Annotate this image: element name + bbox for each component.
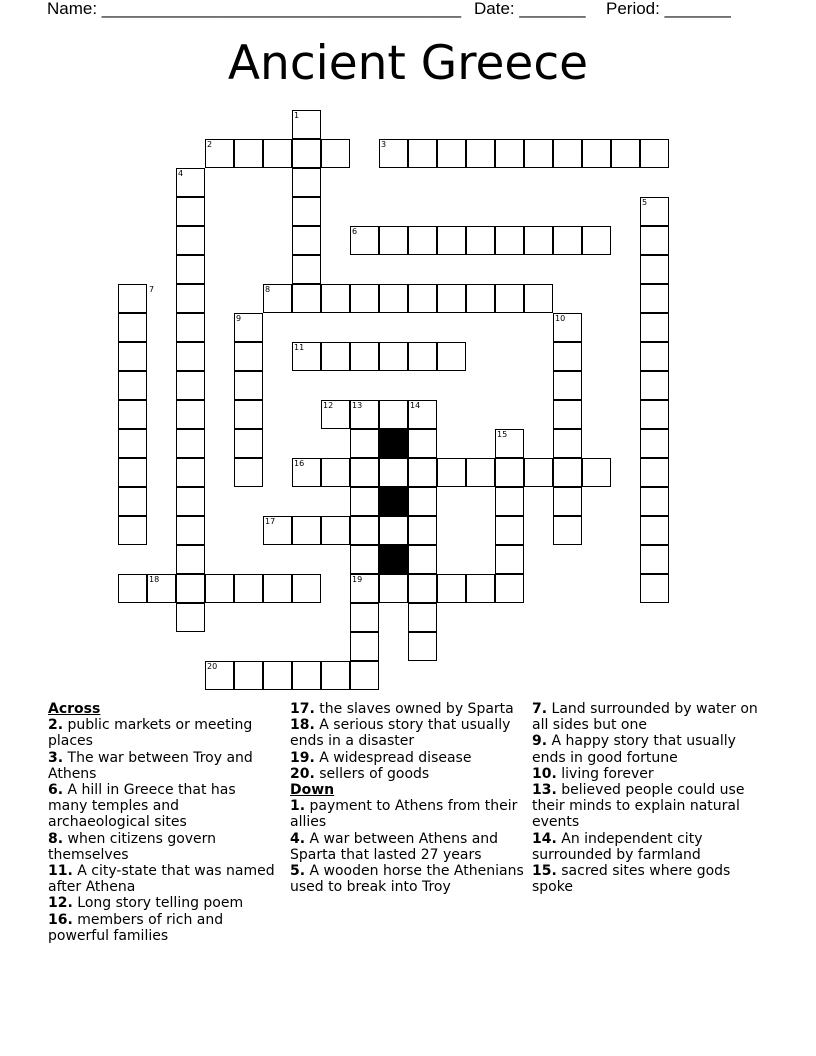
grid-cell[interactable] [118, 516, 147, 545]
grid-cell[interactable] [234, 342, 263, 371]
down-clue [532, 766, 772, 782]
across-heading: Across [48, 701, 101, 717]
clue-text: A wooden horse the Athenians used to break into Troy [290, 863, 524, 896]
down-clue [532, 733, 772, 765]
clue-text: Land surrounded by water on all sides but one [532, 701, 758, 734]
cell-number: 5 [642, 198, 648, 207]
grid-cell[interactable] [234, 458, 263, 487]
across-clue [48, 863, 278, 895]
clue-text: members of rich and powerful families [48, 911, 224, 944]
clue-number: 1. [290, 798, 306, 815]
grid-cell[interactable] [437, 458, 466, 487]
across-clue [48, 895, 278, 911]
grid-cell[interactable] [205, 574, 234, 603]
clue-text: living forever [561, 765, 654, 782]
grid-cell[interactable] [321, 139, 350, 168]
grid-cell[interactable] [524, 458, 553, 487]
clue-column-1 [48, 701, 278, 944]
grid-cell[interactable] [379, 226, 408, 255]
clue-number: 16. [48, 911, 73, 928]
grid-cell[interactable] [176, 574, 205, 603]
clue-text: A hill in Greece that has many temples and archaeological sites [48, 782, 236, 831]
grid-cell[interactable] [234, 400, 263, 429]
grid-cell[interactable] [176, 255, 205, 284]
grid-cell[interactable] [350, 661, 379, 690]
grid-cell[interactable] [582, 458, 611, 487]
cell-number: 18 [149, 575, 160, 584]
grid-cell[interactable] [553, 371, 582, 400]
grid-cell[interactable] [640, 400, 669, 429]
cell-number: 10 [555, 314, 566, 323]
grid-cell[interactable] [176, 516, 205, 545]
grid-cell[interactable] [437, 226, 466, 255]
grid-cell[interactable] [524, 139, 553, 168]
cell-number: 3 [381, 140, 387, 149]
clue-number: 10. [532, 765, 557, 782]
grid-cell[interactable] [176, 284, 205, 313]
clue-number: 20. [290, 765, 315, 782]
cell-number: 13 [352, 401, 363, 410]
clue-text: payment to Athens from their allies [290, 798, 518, 831]
clue-number: 18. [290, 717, 315, 734]
grid-cell[interactable] [408, 487, 437, 516]
grid-cell[interactable] [176, 603, 205, 632]
grid-cell[interactable] [176, 458, 205, 487]
grid-cell[interactable] [437, 284, 466, 313]
grid-cell[interactable] [379, 458, 408, 487]
clue-column-2 [290, 701, 525, 895]
grid-cell[interactable] [640, 284, 669, 313]
black-square [379, 487, 408, 516]
grid-cell[interactable] [408, 429, 437, 458]
grid-cell[interactable] [350, 284, 379, 313]
grid-cell[interactable] [321, 458, 350, 487]
grid-cell[interactable] [408, 342, 437, 371]
grid-cell[interactable] [118, 429, 147, 458]
grid-cell[interactable] [292, 284, 321, 313]
clue-text: A widespread disease [319, 749, 472, 766]
clue-text: A happy story that usually ends in good fortune [532, 733, 736, 766]
grid-cell[interactable] [408, 603, 437, 632]
grid-cell[interactable] [292, 197, 321, 226]
grid-cell[interactable] [640, 342, 669, 371]
grid-cell[interactable] [176, 197, 205, 226]
grid-cell[interactable] [176, 226, 205, 255]
clue-number: 14. [532, 830, 557, 847]
grid-cell[interactable] [640, 255, 669, 284]
grid-cell[interactable] [553, 429, 582, 458]
across-clue [290, 701, 525, 717]
grid-cell[interactable] [176, 400, 205, 429]
grid-cell[interactable] [292, 168, 321, 197]
grid-cell[interactable] [118, 342, 147, 371]
grid-cell[interactable] [495, 284, 524, 313]
across-clue [48, 782, 278, 831]
clue-number: 9. [532, 733, 548, 750]
grid-cell[interactable] [640, 574, 669, 603]
grid-cell[interactable] [350, 458, 379, 487]
grid-cell[interactable] [292, 139, 321, 168]
grid-cell[interactable] [640, 516, 669, 545]
grid-cell[interactable] [553, 458, 582, 487]
clue-text: A war between Athens and Sparta that lasted 27 years [290, 830, 499, 863]
across-clue [48, 831, 278, 863]
grid-cell[interactable] [321, 661, 350, 690]
down-clue [290, 863, 525, 895]
grid-cell[interactable] [640, 313, 669, 342]
grid-cell[interactable] [437, 574, 466, 603]
grid-cell[interactable] [495, 574, 524, 603]
black-square [379, 429, 408, 458]
grid-cell[interactable] [292, 516, 321, 545]
clue-number: 8. [48, 830, 64, 847]
down-clue [290, 831, 525, 863]
grid-cell[interactable] [495, 226, 524, 255]
grid-cell[interactable] [292, 574, 321, 603]
cell-number: 16 [294, 459, 305, 468]
grid-cell[interactable] [553, 400, 582, 429]
grid-cell[interactable] [118, 313, 147, 342]
grid-cell[interactable] [379, 284, 408, 313]
across-clue [290, 717, 525, 749]
grid-cell[interactable] [495, 516, 524, 545]
grid-cell[interactable] [408, 284, 437, 313]
grid-cell[interactable] [524, 226, 553, 255]
grid-cell[interactable] [234, 429, 263, 458]
grid-cell[interactable] [640, 487, 669, 516]
cell-number: 6 [352, 227, 358, 236]
clue-text: A city-state that was named after Athena [48, 863, 275, 896]
grid-cell[interactable] [640, 545, 669, 574]
grid-cell[interactable] [553, 487, 582, 516]
across-clue [48, 750, 278, 782]
grid-cell[interactable] [379, 400, 408, 429]
cell-number: 9 [236, 314, 242, 323]
grid-cell[interactable] [321, 342, 350, 371]
clue-number: 15. [532, 863, 557, 880]
grid-cell[interactable] [350, 429, 379, 458]
cell-number: 20 [207, 662, 218, 671]
grid-cell[interactable] [321, 516, 350, 545]
grid-cell[interactable] [640, 371, 669, 400]
clue-text: sacred sites where gods spoke [532, 863, 731, 896]
grid-cell[interactable] [466, 458, 495, 487]
grid-cell[interactable] [176, 371, 205, 400]
grid-cell[interactable] [640, 226, 669, 255]
clue-number: 17. [290, 701, 315, 717]
cell-number: 17 [265, 517, 276, 526]
grid-cell[interactable] [234, 371, 263, 400]
down-clue [532, 831, 772, 863]
grid-cell[interactable] [408, 458, 437, 487]
date-field-label: Date: _______ [474, 0, 586, 18]
clue-number: 3. [48, 749, 64, 766]
grid-cell[interactable] [553, 342, 582, 371]
grid-cell[interactable] [611, 139, 640, 168]
period-field-label: Period: _______ [606, 0, 731, 18]
grid-cell[interactable] [408, 516, 437, 545]
grid-cell[interactable] [350, 516, 379, 545]
grid-cell[interactable] [437, 342, 466, 371]
clue-text: Long story telling poem [77, 895, 244, 912]
grid-cell[interactable] [495, 458, 524, 487]
grid-cell[interactable] [640, 429, 669, 458]
grid-cell[interactable] [350, 487, 379, 516]
grid-cell[interactable] [553, 139, 582, 168]
grid-cell[interactable] [553, 516, 582, 545]
grid-cell[interactable] [176, 545, 205, 574]
grid-cell[interactable] [408, 226, 437, 255]
grid-cell[interactable] [582, 139, 611, 168]
grid-cell[interactable] [118, 284, 147, 313]
grid-cell[interactable] [495, 139, 524, 168]
grid-cell[interactable] [379, 574, 408, 603]
clue-number: 7. [532, 701, 548, 717]
grid-cell[interactable] [350, 545, 379, 574]
clue-number: 4. [290, 830, 306, 847]
grid-cell[interactable] [495, 487, 524, 516]
grid-cell[interactable] [118, 458, 147, 487]
clue-number: 19. [290, 749, 315, 766]
down-clue [532, 782, 772, 831]
clue-text: An independent city surrounded by farmland [532, 830, 703, 863]
across-clue [48, 912, 278, 944]
cell-number: 11 [294, 343, 305, 352]
grid-cell[interactable] [408, 632, 437, 661]
cell-number: 19 [352, 575, 363, 584]
clue-number: 5. [290, 863, 306, 880]
clue-text: the slaves owned by Sparta [319, 701, 514, 717]
page-title: Ancient Greece [227, 36, 589, 91]
grid-cell[interactable] [466, 574, 495, 603]
grid-cell[interactable] [640, 139, 669, 168]
clue-number: 12. [48, 895, 73, 912]
cell-number: 8 [265, 285, 271, 294]
down-clue [290, 798, 525, 830]
clue-text: believed people could use their minds to explain natural events [532, 782, 745, 831]
grid-cell[interactable] [408, 574, 437, 603]
grid-cell[interactable] [350, 632, 379, 661]
cell-number: 4 [178, 169, 184, 178]
grid-cell[interactable] [292, 255, 321, 284]
clue-text: public markets or meeting places [48, 717, 253, 750]
clue-text: sellers of goods [319, 765, 430, 782]
clue-text: A serious story that usually ends in a disaster [290, 717, 511, 750]
down-clue [532, 701, 772, 733]
grid-cell[interactable] [524, 284, 553, 313]
grid-cell[interactable] [292, 226, 321, 255]
grid-cell[interactable] [234, 139, 263, 168]
grid-cell[interactable] [466, 284, 495, 313]
across-clue [290, 750, 525, 766]
clue-column-3 [532, 701, 772, 895]
clue-text: when citizens govern themselves [48, 830, 217, 863]
grid-cell[interactable] [408, 139, 437, 168]
grid-cell[interactable] [263, 661, 292, 690]
black-square [379, 545, 408, 574]
grid-cell[interactable] [495, 545, 524, 574]
cell-number: 12 [323, 401, 334, 410]
grid-cell[interactable] [408, 545, 437, 574]
grid-cell[interactable] [263, 139, 292, 168]
grid-cell[interactable] [176, 429, 205, 458]
grid-cell[interactable] [582, 226, 611, 255]
cell-number: 2 [207, 140, 213, 149]
grid-cell[interactable] [292, 661, 321, 690]
across-clue [48, 717, 278, 749]
cell-number: 1 [294, 111, 300, 120]
grid-cell[interactable] [466, 226, 495, 255]
clue-number: 13. [532, 782, 557, 799]
clue-number: 11. [48, 863, 73, 880]
grid-cell[interactable] [118, 487, 147, 516]
grid-cell[interactable] [321, 284, 350, 313]
grid-cell[interactable] [350, 603, 379, 632]
grid-cell[interactable] [640, 458, 669, 487]
grid-cell[interactable] [234, 574, 263, 603]
grid-cell[interactable] [379, 342, 408, 371]
grid-cell[interactable] [379, 516, 408, 545]
name-field-label: Name: ______________________________________ [47, 0, 462, 18]
across-clue [290, 766, 525, 782]
grid-cell[interactable] [466, 139, 495, 168]
down-clue [532, 863, 772, 895]
grid-cell[interactable] [176, 313, 205, 342]
grid-cell[interactable] [118, 400, 147, 429]
clue-text: The war between Troy and Athens [48, 749, 253, 782]
grid-cell[interactable] [437, 139, 466, 168]
clue-number: 6. [48, 782, 64, 799]
grid-cell[interactable] [553, 226, 582, 255]
grid-cell[interactable] [176, 487, 205, 516]
grid-cell[interactable] [350, 342, 379, 371]
grid-cell[interactable] [234, 661, 263, 690]
grid-cell[interactable] [263, 574, 292, 603]
grid-cell[interactable] [118, 371, 147, 400]
cell-number: 14 [410, 401, 421, 410]
grid-cell[interactable] [118, 574, 147, 603]
grid-cell[interactable] [176, 342, 205, 371]
down-heading: Down [290, 782, 335, 799]
cell-number: 15 [497, 430, 508, 439]
clue-number: 2. [48, 717, 64, 734]
cell-number: 7 [149, 285, 155, 294]
